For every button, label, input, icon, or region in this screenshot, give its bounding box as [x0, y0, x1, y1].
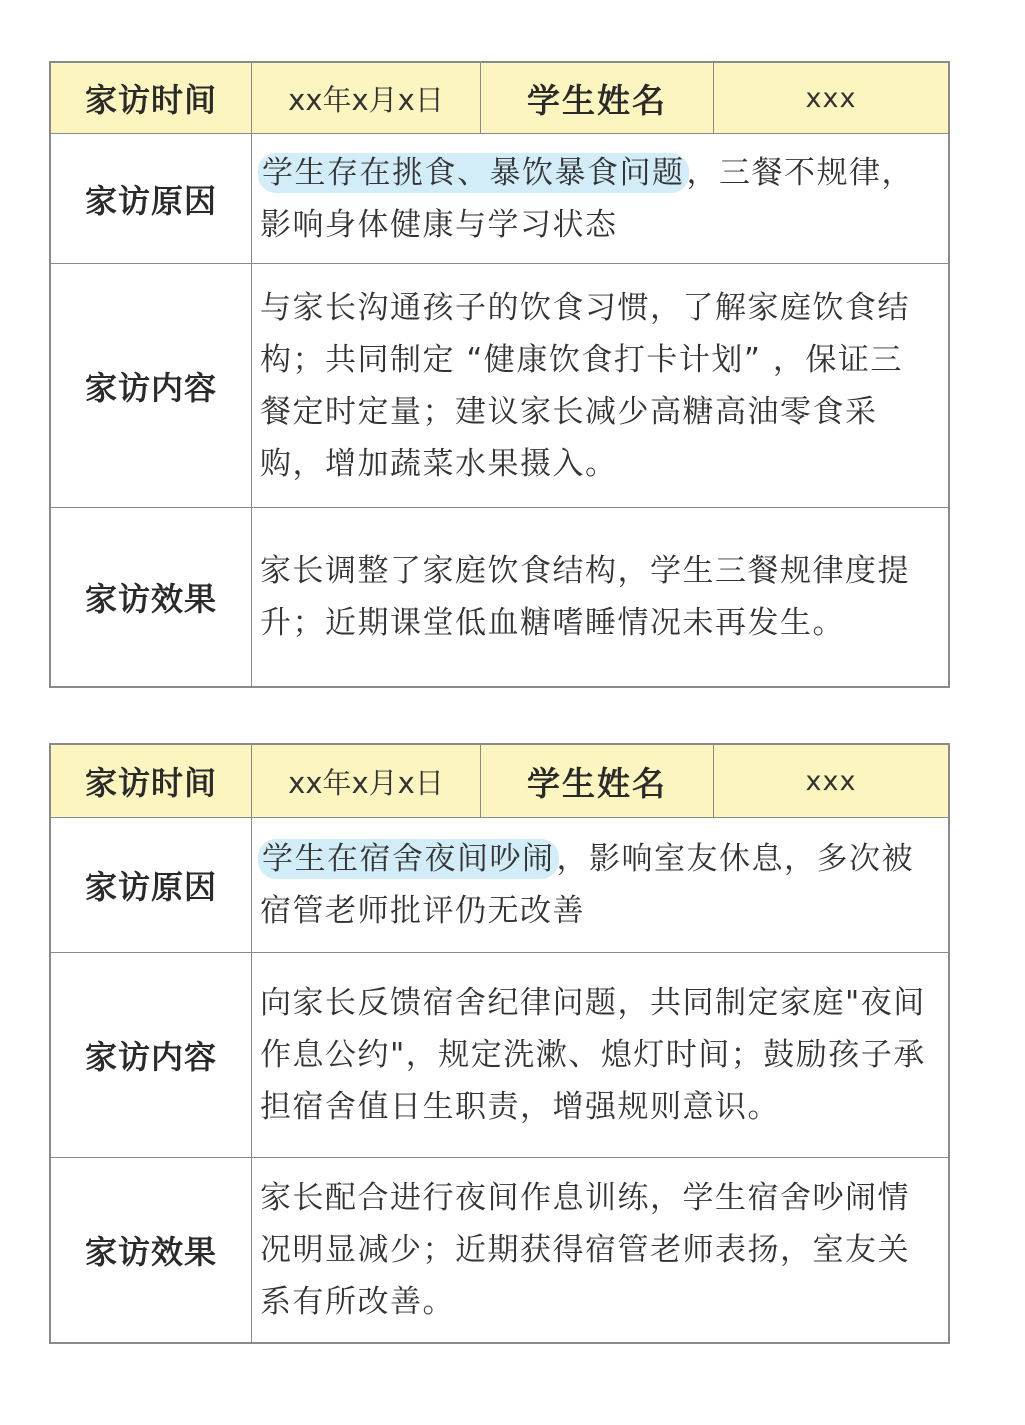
visit-content-label: 家访内容	[51, 953, 252, 1157]
visit-effect-text: 家长调整了家庭饮食结构，学生三餐规律度提升；近期课堂低血糖嗜睡情况未再发生。	[260, 553, 910, 641]
home-visit-record-1	[49, 61, 950, 688]
visit-date-value: xx年x月x日	[252, 745, 481, 817]
visit-reason-label: 家访原因	[51, 134, 252, 263]
visit-reason-label: 家访原因	[51, 818, 252, 952]
visit-reason-text	[252, 134, 948, 263]
effect-row	[51, 1158, 948, 1342]
effect-row	[51, 508, 948, 686]
student-name-value: xxx	[805, 765, 857, 797]
visit-time-label: 家访时间	[51, 745, 252, 817]
visit-content-text: 与家长沟通孩子的饮食习惯，了解家庭饮食结构；共同制定 “健康饮食打卡计划” ，保证三餐定时定量；建议家长减少高糖高油零食采购，增加蔬菜水果摄入。	[260, 289, 910, 482]
visit-date-value: xx年x月x日	[252, 63, 481, 133]
reason-rest: ，三餐不规律，影响身体健康与学习状态	[260, 154, 914, 243]
home-visit-record-2	[49, 743, 950, 1344]
reason-highlight: 学生存在挑食、暴饮暴食问题	[262, 154, 685, 191]
visit-content-text: 向家长反馈宿舍纪律问题，共同制定家庭"夜间作息公约"，规定洗漱、熄灯时间；鼓励孩子承担宿舍值日生职责，增强规则意识。	[260, 985, 926, 1125]
header-row	[51, 63, 948, 134]
header-row	[51, 745, 948, 818]
reason-rest: ，影响室友休息，多次被宿管老师批评仍无改善	[260, 841, 914, 929]
reason-row	[51, 818, 948, 953]
visit-effect-label: 家访效果	[51, 1158, 252, 1342]
visit-effect-label: 家访效果	[51, 508, 252, 686]
reason-row	[51, 134, 948, 264]
reason-highlight: 学生在宿舍夜间吵闹	[262, 841, 555, 877]
visit-reason-text	[252, 818, 948, 952]
visit-content-label: 家访内容	[51, 264, 252, 507]
student-name-value: xxx	[805, 82, 857, 114]
visit-time-label: 家访时间	[51, 63, 252, 133]
student-name-label: 学生姓名	[481, 63, 714, 133]
content-row	[51, 264, 948, 508]
visit-effect-text: 家长配合进行夜间作息训练，学生宿舍吵闹情况明显减少；近期获得宿管老师表扬，室友关系有所改善。	[260, 1180, 910, 1320]
content-row	[51, 953, 948, 1158]
student-name-label: 学生姓名	[481, 745, 714, 817]
